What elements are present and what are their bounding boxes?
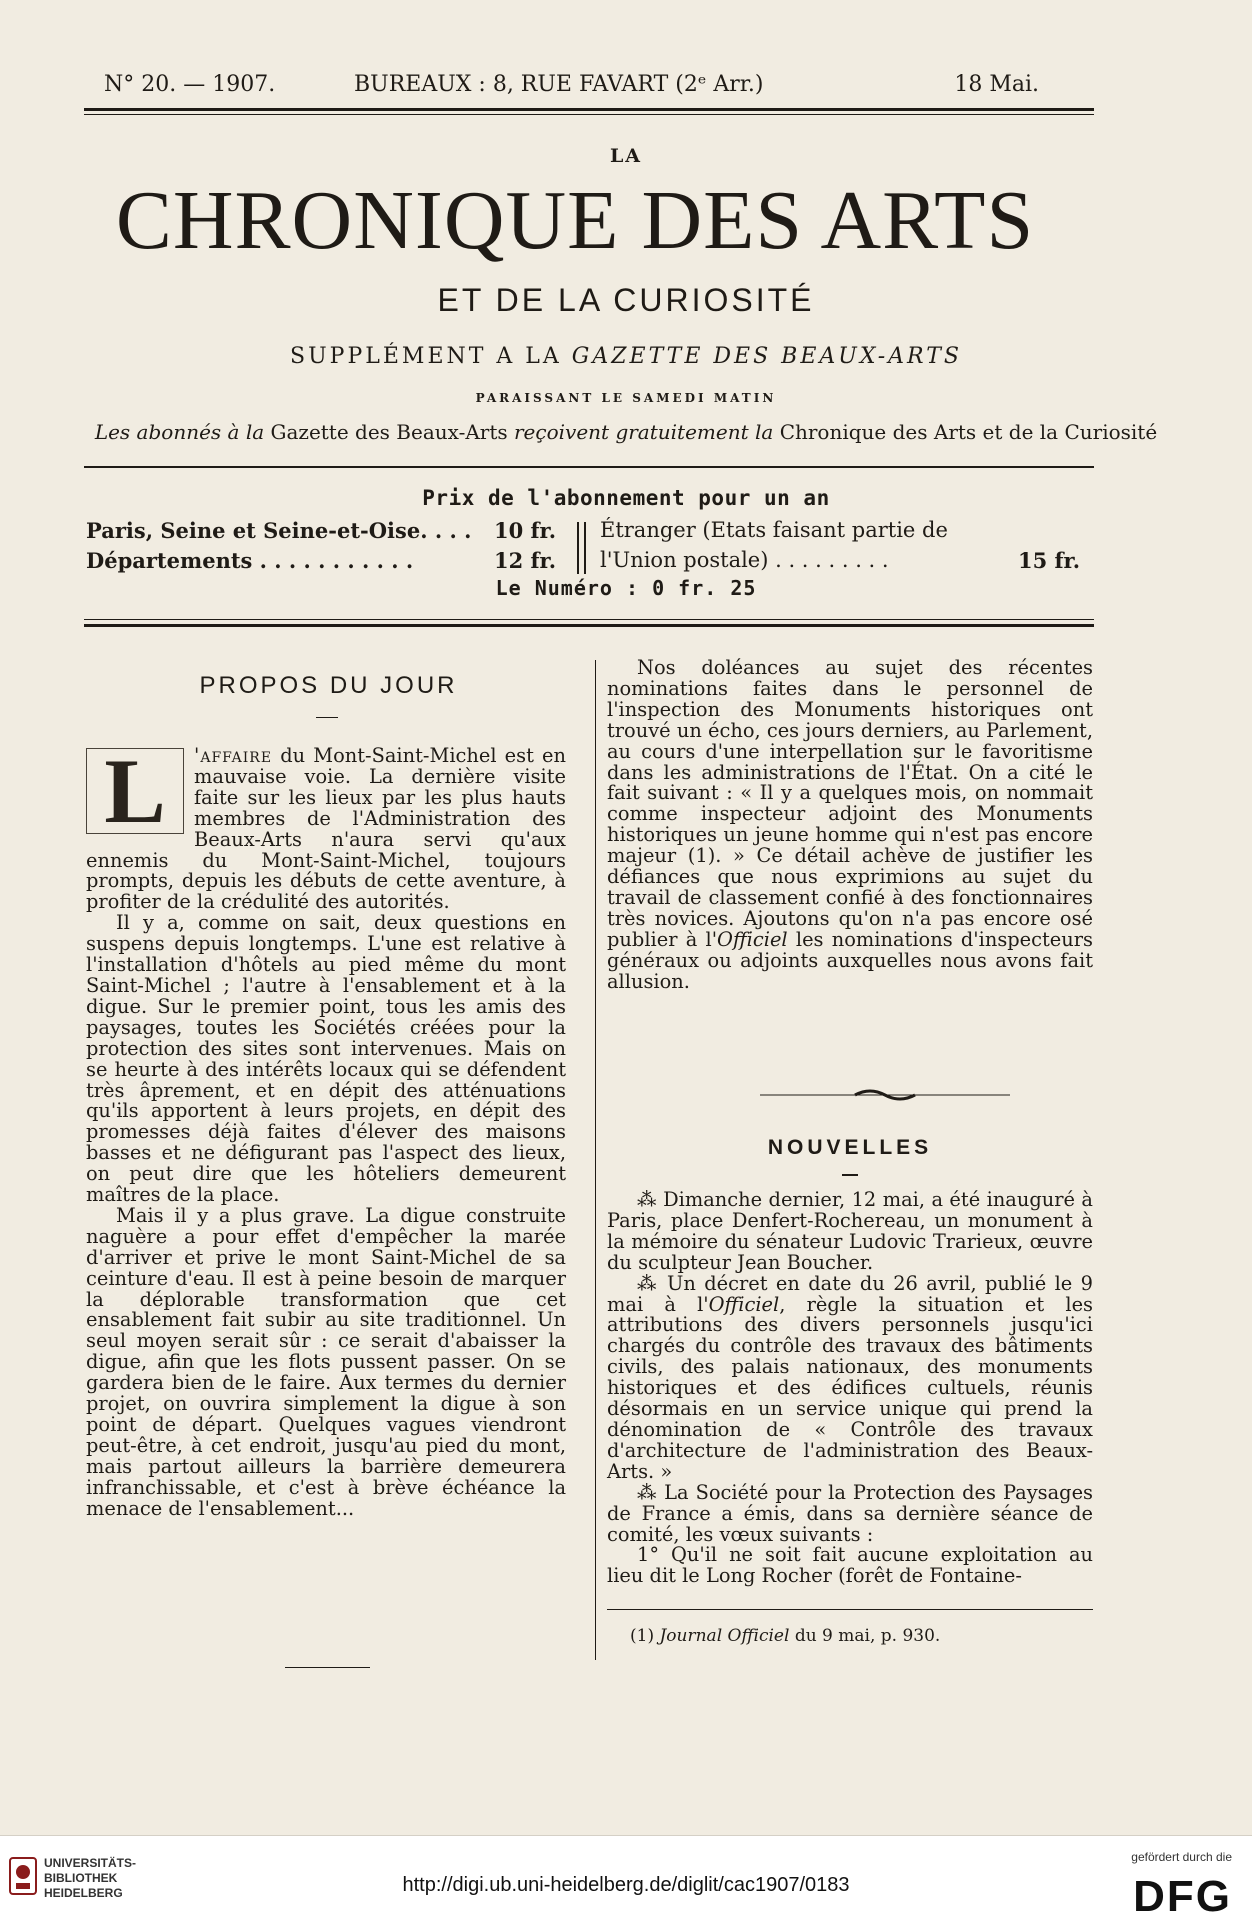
header-rule-thick [84, 108, 1094, 111]
nouvelles-dash [842, 1174, 858, 1176]
paraissant-line: PARAISSANT LE SAMEDI MATIN [475, 391, 777, 405]
nouvelle-2-officiel: Officiel [708, 1292, 780, 1316]
issue-number: N° 20. — 1907. [104, 72, 276, 97]
footnote-text: du 9 mai, p. 930. [789, 1626, 941, 1646]
digitization-footer [0, 1835, 1252, 1928]
paris-row [86, 518, 556, 543]
nouvelle-item-3: ⁂ La Société pour la Protection des Paysages de France a émis, dans sa dernière séance de comité, les vœux suivants : [607, 1480, 1093, 1546]
supplement-prefix: SUPPLÉMENT A LA [290, 344, 572, 369]
subscription-divider-2 [584, 522, 586, 574]
footnote-number: (1) [630, 1626, 660, 1646]
nouvelle-item-2 [607, 1271, 1093, 1483]
bureaux-address: BUREAUX : 8, RUE FAVART (2ᵉ Arr.) [354, 72, 764, 97]
masthead-subtitle: ET DE LA CURIOSITÉ [437, 282, 815, 318]
departements-price: 12 fr. [493, 548, 556, 573]
nouvelle-item-4: 1° Qu'il ne soit fait aucune exploitation au lieu dit le Long Rocher (forêt de Fontaine- [607, 1543, 1093, 1588]
paris-price: 10 fr. [493, 518, 556, 543]
abonnes-line [0, 420, 1252, 444]
masthead-article: LA [609, 145, 643, 167]
supplement-line [0, 344, 1252, 369]
dfg-logo: DFG [1133, 1872, 1232, 1921]
propos-title: PROPOS DU JOUR [199, 672, 458, 699]
footnote-journal: Journal Officiel [659, 1626, 790, 1646]
issue-date: 18 Mai. [954, 72, 1039, 97]
abonnes-part-1: Les abonnés à la [94, 420, 265, 444]
paris-label: Paris, Seine et Seine-et-Oise. . . . [86, 518, 472, 543]
doleances-text-1: Nos doléances au sujet des récentes nominations faites dans le personnel de l'inspection des Monuments historiques ont trouvé un écho, ces jours derniers, au Parlement, au cours d'une interpellation sur le favoritisme dans les administrations de l'État. On a cité le fait suivant : « Il y a quelques mois, on nommait comme inspecteur adjoint des Monuments historiques un jeune homme qui n'est pas encore majeur (1). » Ce détail achève de justifier les défiances que nous exprimions au sujet du travail de classement confié à des fonctionnaires très novices. Ajoutons qu'on n'a pas encore osé publier à l' [607, 656, 1093, 951]
subscription-heading: Prix de l'abonnement pour un an [422, 486, 830, 510]
etranger-price: 15 fr. [1017, 548, 1080, 573]
numero-price: Le Numéro : 0 fr. 25 [495, 576, 757, 600]
propos-paragraph-1: du Mont-Saint-Michel est en mauvaise voie. La dernière visite faite sur les lieux par les plus hauts membres de l'Administration des Beaux-Arts n'aura servi qu'aux ennemis du Mont-Saint-Michel, toujours prompts, depuis les débuts de cette aventure, à profiter de la crédulité des autorités. [86, 744, 566, 914]
doleances-text-2: les nominations d'inspecteurs généraux ou adjoints auxquelles nous avons fait allusion. [607, 927, 1093, 993]
supplement-gazette: GAZETTE DES BEAUX-ARTS [571, 344, 962, 369]
header-line [104, 72, 1039, 102]
university-label-3: HEIDELBERG [44, 1886, 123, 1900]
university-label-1: UNIVERSITÄTS- [44, 1856, 137, 1870]
propos-lead-word: 'affaire [194, 744, 273, 767]
columns-rule-thin [84, 619, 1094, 620]
doleances-officiel: Officiel [717, 927, 788, 951]
nouvelle-item-1: ⁂ Dimanche dernier, 12 mai, a été inauguré à Paris, place Denfert-Rochereau, un monument à la mémoire du sénateur Ludovic Trarieux, œuvre du sculpteur Jean Boucher. [607, 1188, 1093, 1274]
footnote [630, 1626, 1090, 1646]
column-divider [595, 660, 596, 1660]
header-rule-thin [84, 114, 1094, 115]
doleances-paragraph [607, 658, 1093, 993]
etranger-row-1: Étranger (Etats faisant partie de [600, 518, 948, 542]
etranger-label: l'Union postale) . . . . . . . . . [600, 548, 889, 572]
etranger-row-2 [600, 548, 1080, 572]
abonnes-part-2: Gazette des Beaux-Arts [270, 420, 508, 444]
propos-article [86, 740, 566, 1520]
nouvelles-title: NOUVELLES [767, 1136, 933, 1159]
dropcap-letter: L [86, 748, 184, 834]
masthead-title: CHRONIQUE DES ARTS [115, 174, 1035, 267]
propos-dash [316, 717, 338, 718]
columns-rule-thick [84, 624, 1094, 627]
masthead-rule [84, 466, 1094, 468]
nouvelle-2-text-2: , règle la situation et les attributions des divers personnels jusqu'ici chargés du contrôle des travaux des bâtiments civils, des palais nationaux, des monuments historiques et des édifices cultuels, réunis désormais en un service unique qui prend la dénomination de « Contrôle des travaux d'architecture de l'administration des Beaux-Arts. » [607, 1292, 1093, 1483]
funding-label: gefördert durch die [1131, 1850, 1232, 1864]
departements-label: Départements . . . . . . . . . . . [86, 548, 414, 573]
propos-paragraph-3: Mais il y a plus grave. La digue construite naguère a pour effet d'empêcher la marée d'arriver et prive le mont Saint-Michel de sa ceinture d'eau. Il est à peine besoin de marquer la déplorable transformation que cet ensablement fait subir au site traditionnel. Un seul moyen serait sûr : ce serait d'abaisser la digue, afin que les flots pussent passer. On se gardera bien de le faire. Aux termes du dernier projet, on ouvrira simplement la digue à son point de départ. Quelques vagues viendront peut-être, à cet endroit, jusqu'au pied du mont, mais partout ailleurs la barrière demeurera infranchissable, et c'est à brève échéance la menace de l'ensablement... [86, 1203, 566, 1520]
subscription-divider-1 [577, 522, 579, 574]
permalink-url[interactable]: http://digi.ub.uni-heidelberg.de/diglit/cac1907/0183 [402, 1874, 850, 1896]
abonnes-part-4: Chronique des Arts et de la Curiosité [779, 420, 1158, 444]
nouvelle-2-text-1: ⁂ Un décret en date du 26 avril, publié le 9 mai à l' [607, 1271, 1093, 1316]
propos-paragraph-2: Il y a, comme on sait, deux questions en suspens depuis longtemps. L'une est relative à l'installation d'hôtels au pied même du mont Saint-Michel ; l'autre à l'ensablement et à la digue. Sur le premier point, tous les amis des paysages, toutes les Sociétés créées pour la protection des sites sont intervenues. Mais on se heurte à des intérêts locaux qui se défendent très âprement, et en dépit des atténuations qu'ils apportent à leurs projets, en dépit des promesses déjà faites d'élever des maisons basses et ne défigurant pas l'aspect des lieux, on peut dire que les hôteliers demeurent maîtres de la place. [86, 911, 566, 1207]
propos-end-rule [285, 1667, 370, 1668]
university-label-2: BIBLIOTHEK [44, 1871, 118, 1885]
nouvelles-list [607, 1190, 1093, 1587]
doleances-article [607, 658, 1093, 993]
ornament-divider [760, 1085, 1010, 1105]
footnote-rule [607, 1609, 1093, 1610]
departements-row [86, 548, 556, 573]
abonnes-part-3: reçoivent gratuitement la [514, 420, 774, 444]
